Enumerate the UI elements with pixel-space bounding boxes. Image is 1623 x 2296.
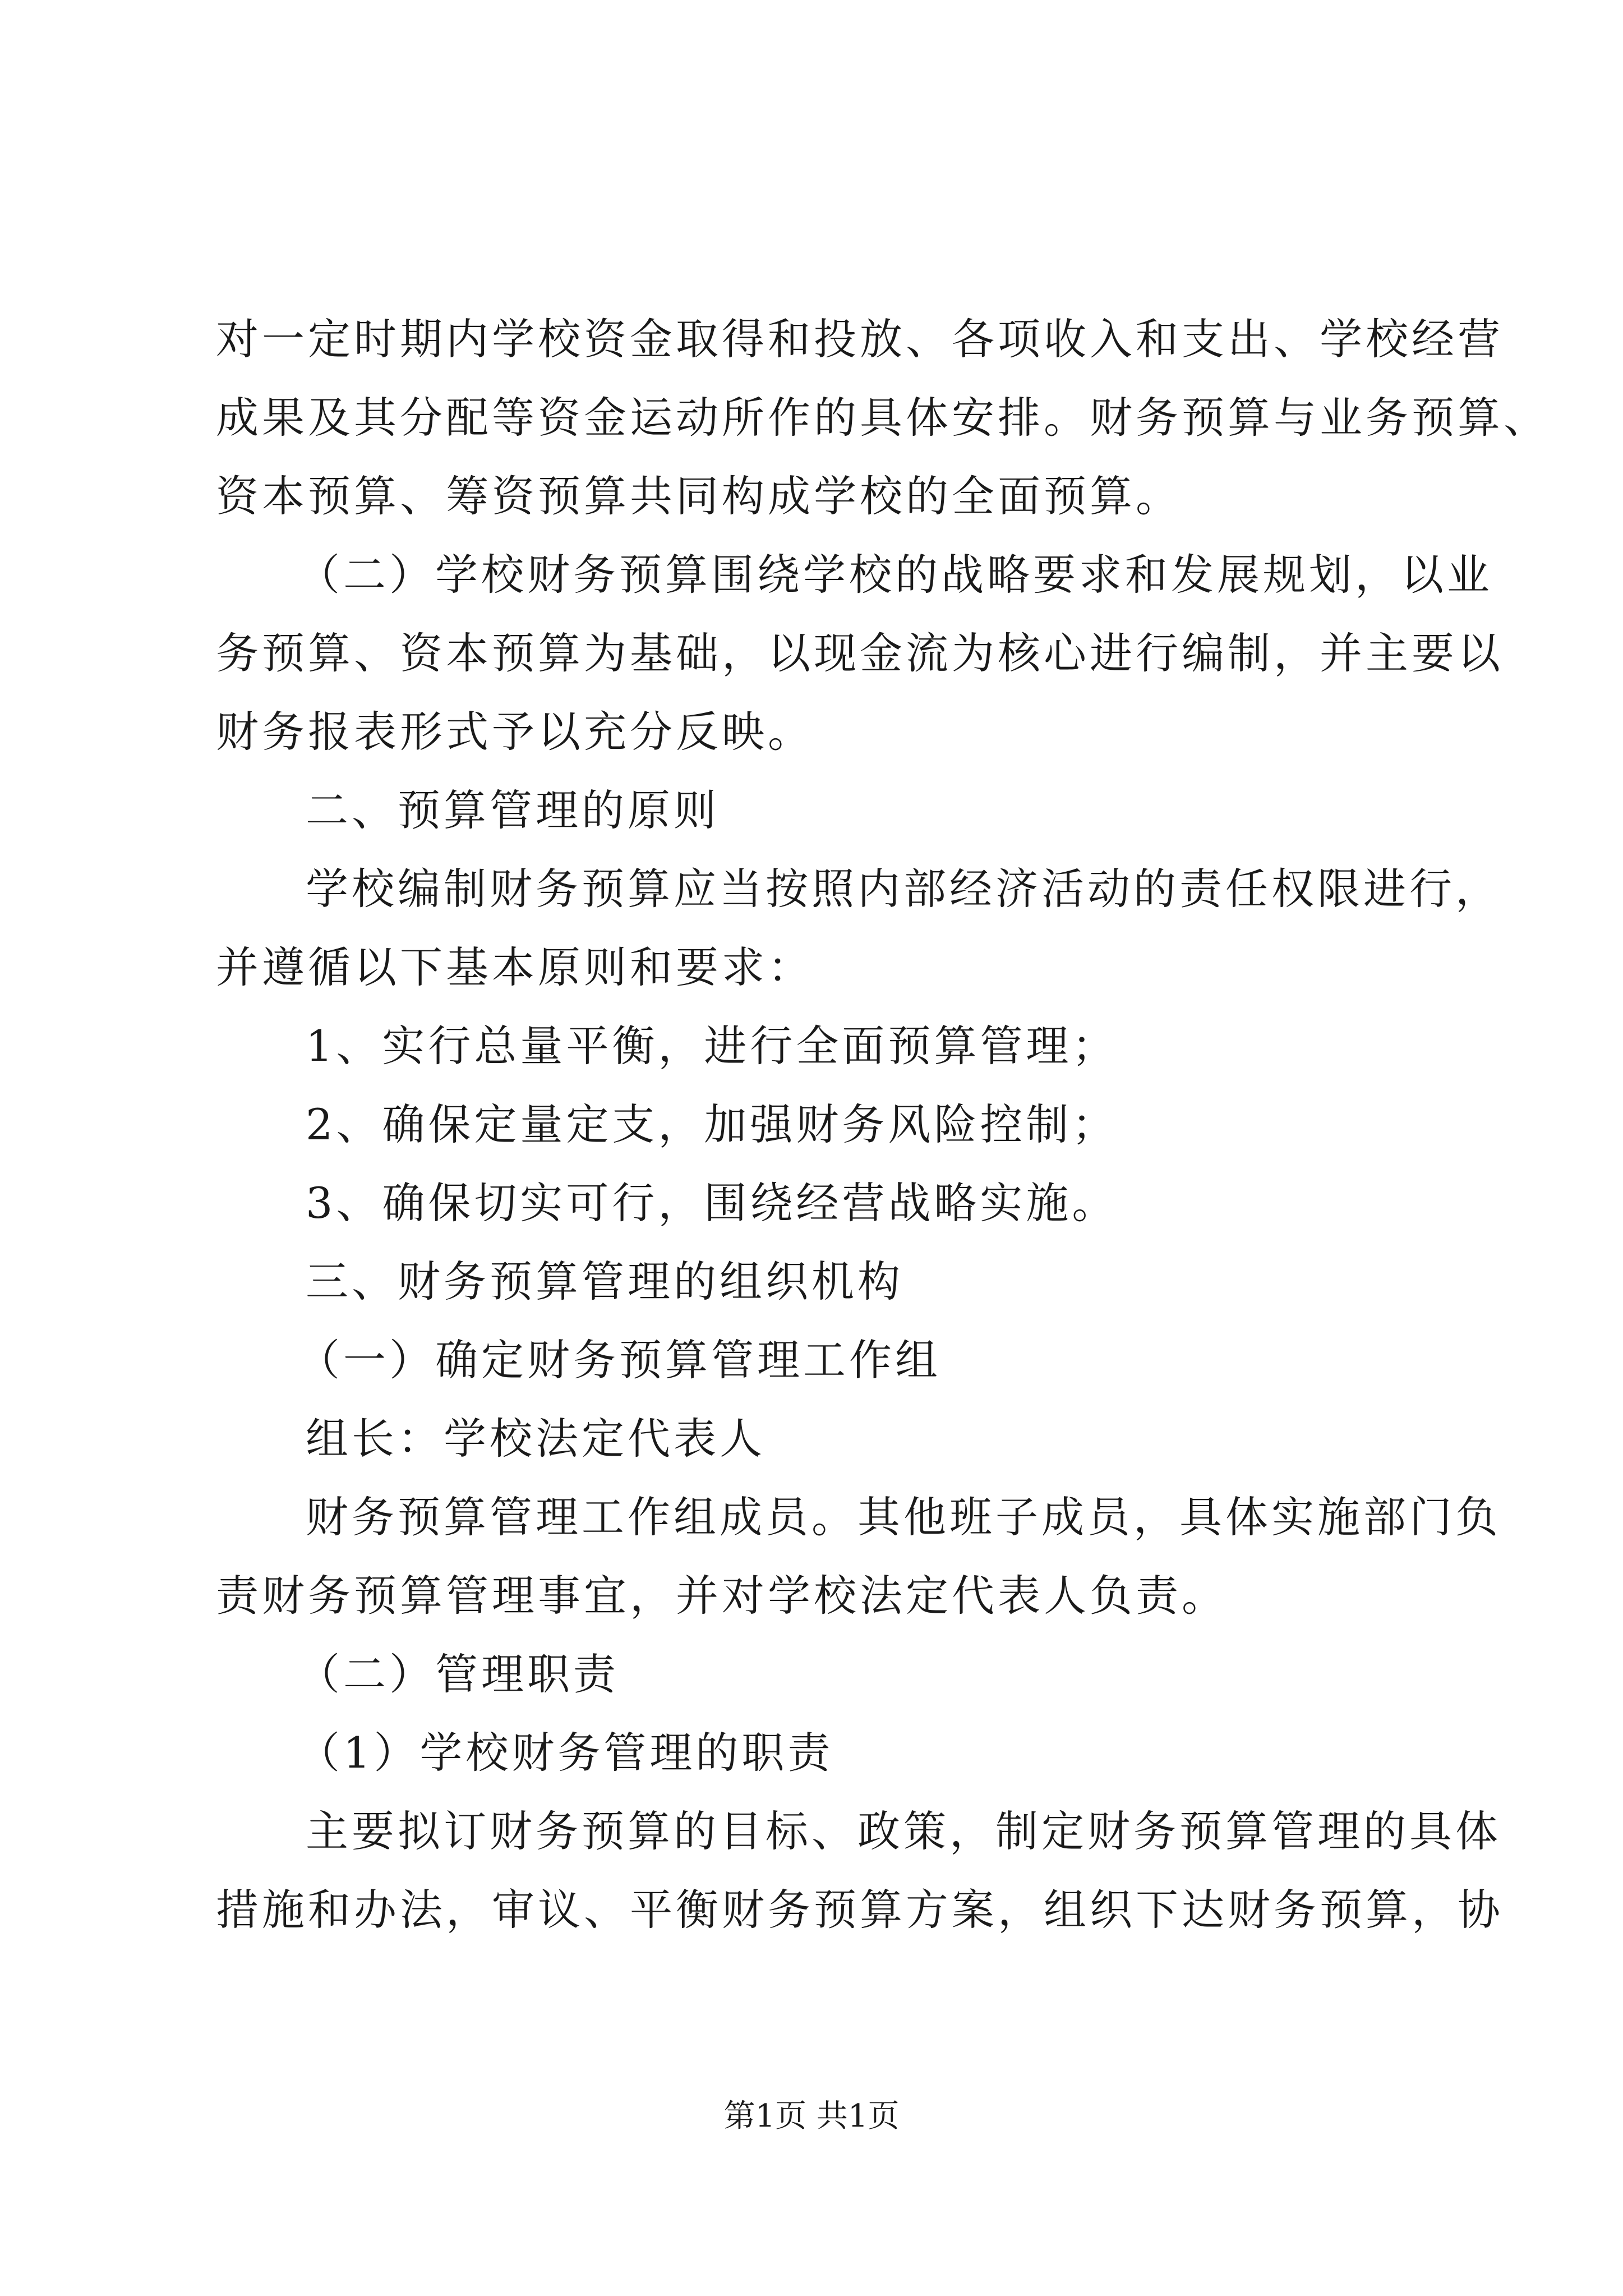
section-heading-2: 二、预算管理的原则 xyxy=(306,785,720,835)
list-item-3: 3、确保切实可行，围绕经营战略实施。 xyxy=(306,1178,1118,1228)
paragraph-line-2: 成果及其分配等资金运动所作的具体安排。财务预算与业务预算、 xyxy=(216,393,1550,443)
paragraph-line-17: 责财务预算管理事宜，并对学校法定代表人负责。 xyxy=(216,1571,1228,1621)
paragraph-line-8: 学校编制财务预算应当按照内部经济活动的责任权限进行， xyxy=(306,864,1501,914)
paragraph-line-9: 并遵循以下基本原则和要求： xyxy=(216,942,814,992)
subsection-heading-3: （1）学校财务管理的职责 xyxy=(297,1728,834,1778)
section-heading-3: 三、财务预算管理的组织机构 xyxy=(306,1257,903,1306)
paragraph-line-16: 财务预算管理工作组成员。其他班子成员，具体实施部门负 xyxy=(306,1492,1501,1542)
paragraph-line-21: 措施和办法，审议、平衡财务预算方案，组织下达财务预算，协 xyxy=(216,1885,1504,1935)
paragraph-line-3: 资本预算、筹资预算共同构成学校的全面预算。 xyxy=(216,471,1182,521)
paragraph-line-20: 主要拟订财务预算的目标、政策，制定财务预算管理的具体 xyxy=(306,1806,1501,1856)
subsection-heading-1: （一）确定财务预算管理工作组 xyxy=(297,1335,941,1385)
paragraph-line-4: （二）学校财务预算围绕学校的战略要求和发展规划，以业 xyxy=(297,550,1493,600)
page-footer: 第1页 共1页 xyxy=(723,2098,900,2134)
paragraph-line-6: 财务报表形式予以充分反映。 xyxy=(216,707,814,757)
list-item-2: 2、确保定量定支，加强财务风险控制； xyxy=(306,1099,1118,1149)
paragraph-line-15: 组长：学校法定代表人 xyxy=(306,1414,766,1464)
list-item-1: 1、实行总量平衡，进行全面预算管理； xyxy=(306,1021,1118,1071)
paragraph-line-1: 对一定时期内学校资金取得和投放、各项收入和支出、学校经营 xyxy=(216,314,1504,364)
paragraph-line-5: 务预算、资本预算为基础，以现金流为核心进行编制，并主要以 xyxy=(216,628,1504,678)
subsection-heading-2: （二）管理职责 xyxy=(297,1649,619,1699)
